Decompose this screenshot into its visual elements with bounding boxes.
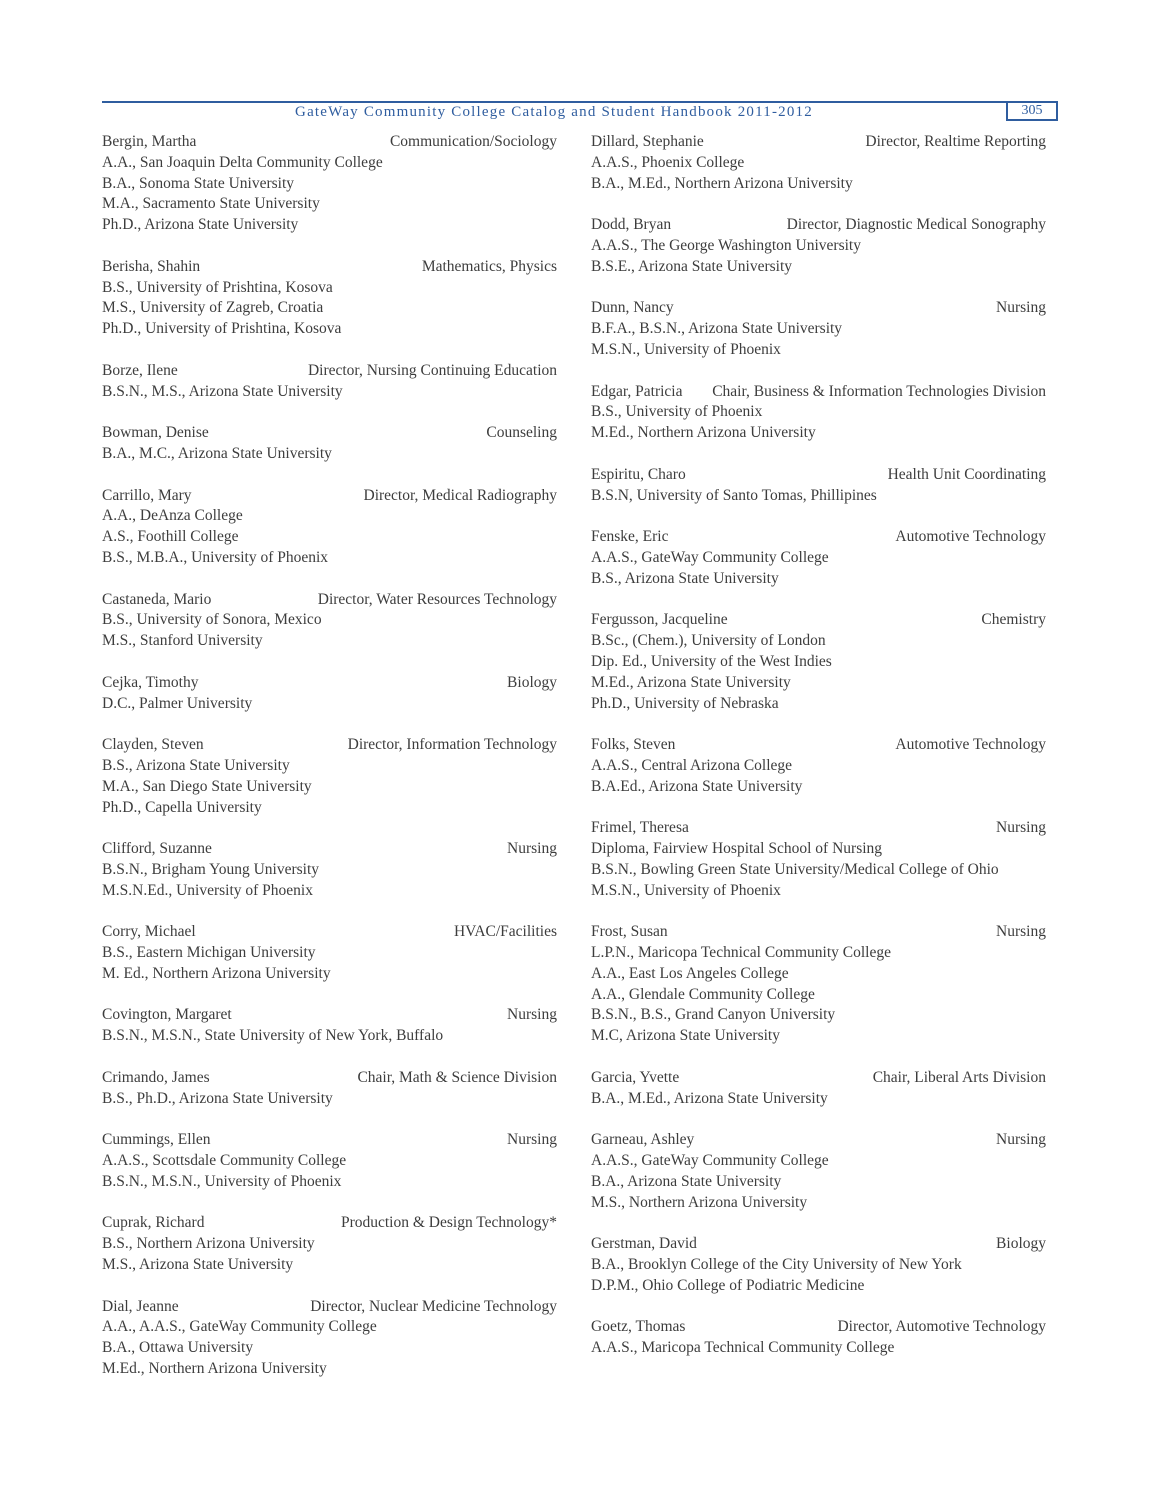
faculty-title: Nursing [996, 299, 1046, 317]
faculty-degree: B.S., University of Phoenix [591, 403, 763, 421]
faculty-entry [591, 610, 1046, 714]
faculty-name: Frimel, Theresa [591, 819, 689, 837]
faculty-degree: B.S.N., M.S., Arizona State University [102, 382, 343, 400]
faculty-name: Dodd, Bryan [591, 216, 672, 234]
faculty-title: Chemistry [981, 611, 1046, 629]
faculty-name: Fergusson, Jacqueline [591, 611, 728, 629]
faculty-name: Cummings, Ellen [102, 1131, 211, 1149]
faculty-degree: B.S., Northern Arizona University [102, 1235, 315, 1253]
faculty-title: Communication/Sociology [389, 133, 557, 150]
faculty-name: Dillard, Stephanie [591, 133, 704, 150]
faculty-name-row [591, 1317, 1046, 1338]
faculty-name-row [102, 257, 557, 278]
faculty-title: Nursing [996, 819, 1046, 837]
faculty-degree: B.F.A., B.S.N., Arizona State University [591, 320, 843, 338]
faculty-degree: A.A.S., Phoenix College [591, 153, 745, 171]
faculty-name: Bowman, Denise [102, 424, 209, 442]
faculty-name-row [591, 298, 1046, 319]
faculty-title: Director, Nursing Continuing Education [307, 361, 557, 379]
faculty-degree: B.S.N., M.S.N., University of Phoenix [102, 1172, 342, 1190]
faculty-title: Automotive Technology [895, 528, 1046, 546]
faculty-title: Mathematics, Physics [421, 257, 557, 275]
faculty-degree: A.A.S., GateWay Community College [591, 1152, 829, 1170]
faculty-name-row [102, 922, 557, 943]
faculty-degree: M.A., Sacramento State University [102, 195, 320, 213]
faculty-name: Cuprak, Richard [102, 1214, 205, 1232]
faculty-degree: M. Ed., Northern Arizona University [102, 964, 331, 982]
faculty-title: Director, Nuclear Medicine Technology [310, 1297, 557, 1315]
faculty-entry [102, 486, 557, 569]
faculty-entry [591, 818, 1046, 901]
faculty-degree: M.A., San Diego State University [102, 777, 312, 795]
faculty-degree: M.S., Stanford University [102, 632, 263, 650]
faculty-title: Nursing [507, 1006, 557, 1024]
faculty-degree: B.S., Arizona State University [102, 756, 290, 774]
faculty-name-row [591, 382, 1046, 403]
faculty-degree: M.S.N., University of Phoenix [591, 340, 781, 358]
faculty-title: Production & Design Technology* [340, 1214, 557, 1232]
faculty-entry [591, 382, 1046, 444]
faculty-name-row [102, 590, 557, 611]
faculty-entry [102, 1130, 557, 1192]
left-column [102, 132, 557, 1401]
faculty-degree: B.S.N, University of Santo Tomas, Phillipines [591, 486, 877, 504]
faculty-degree: A.A., East Los Angeles College [591, 964, 789, 982]
faculty-entry [591, 735, 1046, 797]
faculty-name-row [591, 818, 1046, 839]
faculty-name-row [591, 132, 1046, 153]
faculty-entry [591, 298, 1046, 360]
faculty-degree: B.S., Eastern Michigan University [102, 944, 316, 962]
faculty-name-row [102, 735, 557, 756]
faculty-degree: M.Ed., Arizona State University [591, 673, 791, 691]
faculty-degree: D.C., Palmer University [102, 694, 253, 712]
faculty-name-row [102, 1068, 557, 1089]
faculty-name: Borze, Ilene [102, 361, 178, 379]
faculty-name: Corry, Michael [102, 923, 196, 941]
faculty-entry [102, 673, 557, 715]
faculty-name-row [591, 465, 1046, 486]
faculty-entry [102, 423, 557, 465]
right-column [591, 132, 1046, 1380]
faculty-degree: Ph.D., Capella University [102, 798, 262, 816]
faculty-name-row [591, 215, 1046, 236]
faculty-degree: B.S., M.B.A., University of Phoenix [102, 548, 329, 566]
faculty-name-row [102, 1297, 557, 1318]
faculty-degree: B.A., Sonoma State University [102, 174, 295, 192]
faculty-degree: M.Ed., Northern Arizona University [102, 1360, 327, 1378]
faculty-entry [102, 257, 557, 340]
faculty-entry [102, 1005, 557, 1047]
faculty-degree: A.A.S., The George Washington University [591, 236, 861, 254]
faculty-name: Berisha, Shahin [102, 257, 201, 275]
faculty-entry [102, 1068, 557, 1110]
faculty-degree: A.S., Foothill College [102, 528, 239, 546]
faculty-degree: A.A.S., Scottsdale Community College [102, 1152, 347, 1170]
faculty-degree: B.A., Arizona State University [591, 1172, 782, 1190]
faculty-degree: A.A.S., Central Arizona College [591, 756, 793, 774]
faculty-degree: B.S., Ph.D., Arizona State University [102, 1089, 333, 1107]
faculty-entry [591, 1317, 1046, 1359]
faculty-degree: B.S.N., Bowling Green State University/Medical College of Ohio [591, 860, 999, 878]
faculty-name: Folks, Steven [591, 736, 676, 754]
faculty-entry [102, 839, 557, 901]
faculty-degree: B.A., M.C., Arizona State University [102, 444, 332, 462]
faculty-name: Castaneda, Mario [102, 590, 212, 608]
faculty-title: Director, Diagnostic Medical Sonography [786, 216, 1046, 234]
faculty-title: Chair, Liberal Arts Division [872, 1068, 1046, 1086]
faculty-name-row [591, 735, 1046, 756]
faculty-title: Chair, Math & Science Division [357, 1068, 557, 1086]
faculty-name-row [102, 839, 557, 860]
faculty-title: Nursing [996, 1131, 1046, 1149]
faculty-name-row [102, 1213, 557, 1234]
faculty-name-row [591, 610, 1046, 631]
faculty-degree: M.S., Northern Arizona University [591, 1193, 808, 1211]
faculty-entry [591, 132, 1046, 194]
faculty-entry [102, 922, 557, 984]
faculty-entry [591, 215, 1046, 277]
faculty-title: Director, Information Technology [347, 736, 557, 754]
faculty-degree: B.Sc., (Chem.), University of London [591, 632, 826, 650]
faculty-degree: Ph.D., Arizona State University [102, 216, 299, 234]
faculty-name: Frost, Susan [591, 923, 668, 941]
faculty-degree: B.S.N., B.S., Grand Canyon University [591, 1006, 836, 1024]
faculty-name-row [102, 132, 557, 153]
faculty-name-row [591, 1130, 1046, 1151]
faculty-title: Director, Water Resources Technology [317, 590, 557, 608]
faculty-name-row [591, 922, 1046, 943]
faculty-degree: A.A., San Joaquin Delta Community College [102, 153, 383, 171]
faculty-entry [102, 1297, 557, 1380]
page-number: 305 [1006, 101, 1058, 121]
faculty-title: HVAC/Facilities [453, 923, 557, 941]
faculty-entry [102, 590, 557, 652]
faculty-degree: D.P.M., Ohio College of Podiatric Medicine [591, 1276, 865, 1294]
faculty-degree: B.S., University of Sonora, Mexico [102, 611, 322, 629]
faculty-entry [102, 132, 557, 236]
faculty-name-row [102, 1130, 557, 1151]
faculty-title: Director, Automotive Technology [837, 1318, 1046, 1336]
faculty-degree: M.S.N.Ed., University of Phoenix [102, 881, 313, 899]
faculty-name: Edgar, Patricia [591, 382, 683, 400]
faculty-name: Covington, Margaret [102, 1006, 232, 1024]
faculty-name: Crimando, James [102, 1068, 210, 1086]
faculty-name: Cejka, Timothy [102, 673, 199, 691]
faculty-degree: B.S.E., Arizona State University [591, 257, 793, 275]
faculty-entry [102, 361, 557, 403]
faculty-entry [591, 465, 1046, 507]
faculty-name: Garcia, Yvette [591, 1068, 680, 1086]
faculty-degree: M.S., University of Zagreb, Croatia [102, 299, 324, 317]
faculty-name: Clayden, Steven [102, 736, 204, 754]
faculty-entry [591, 1130, 1046, 1213]
page-header [102, 101, 1056, 121]
faculty-title: Automotive Technology [895, 736, 1046, 754]
faculty-entry [591, 1068, 1046, 1110]
faculty-degree: B.A., Ottawa University [102, 1339, 254, 1357]
faculty-degree: B.A., Brooklyn College of the City University of New York [591, 1256, 962, 1274]
faculty-title: Counseling [486, 424, 557, 442]
faculty-degree: B.A., M.Ed., Arizona State University [591, 1089, 828, 1107]
faculty-degree: B.S., University of Prishtina, Kosova [102, 278, 333, 296]
faculty-name: Goetz, Thomas [591, 1318, 686, 1336]
faculty-degree: A.A., DeAnza College [102, 507, 243, 525]
faculty-name-row [591, 1068, 1046, 1089]
faculty-title: Director, Realtime Reporting [865, 133, 1046, 150]
faculty-entry [591, 1234, 1046, 1296]
faculty-degree: A.A.S., Maricopa Technical Community College [591, 1339, 895, 1357]
faculty-title: Nursing [996, 923, 1046, 941]
faculty-entry [102, 735, 557, 818]
faculty-degree: B.A.Ed., Arizona State University [591, 777, 803, 795]
faculty-degree: B.S.N., Brigham Young University [102, 860, 320, 878]
faculty-degree: M.Ed., Northern Arizona University [591, 424, 816, 442]
faculty-degree: B.S.N., M.S.N., State University of New York, Buffalo [102, 1027, 444, 1045]
faculty-degree: L.P.N., Maricopa Technical Community College [591, 944, 891, 962]
faculty-degree: M.C, Arizona State University [591, 1027, 780, 1045]
faculty-title: Chair, Business & Information Technologies Division [712, 382, 1046, 400]
faculty-degree: B.S., Arizona State University [591, 569, 779, 587]
faculty-name-row [102, 1005, 557, 1026]
faculty-name: Espiritu, Charo [591, 465, 686, 483]
faculty-title: Biology [507, 673, 557, 691]
faculty-name-row [102, 361, 557, 382]
faculty-degree: A.A., Glendale Community College [591, 985, 815, 1003]
faculty-degree: Diploma, Fairview Hospital School of Nursing [591, 840, 883, 858]
faculty-entry [102, 1213, 557, 1275]
faculty-degree: Dip. Ed., University of the West Indies [591, 652, 832, 670]
faculty-name: Carrillo, Mary [102, 486, 192, 504]
faculty-degree: Ph.D., University of Nebraska [591, 694, 779, 712]
faculty-degree: Ph.D., University of Prishtina, Kosova [102, 320, 342, 338]
faculty-name: Gerstman, David [591, 1235, 697, 1253]
faculty-degree: B.A., M.Ed., Northern Arizona University [591, 174, 853, 192]
faculty-title: Biology [996, 1235, 1046, 1253]
faculty-name: Garneau, Ashley [591, 1131, 695, 1149]
faculty-title: Director, Medical Radiography [363, 486, 557, 504]
faculty-name-row [591, 1234, 1046, 1255]
faculty-name: Dunn, Nancy [591, 299, 674, 317]
faculty-degree: M.S., Arizona State University [102, 1256, 294, 1274]
faculty-name: Fenske, Eric [591, 528, 669, 546]
faculty-title: Nursing [507, 1131, 557, 1149]
header-title: GateWay Community College Catalog and Student Handbook 2011-2012 [295, 104, 813, 120]
faculty-entry [591, 922, 1046, 1047]
faculty-name-row [102, 423, 557, 444]
faculty-title: Health Unit Coordinating [887, 465, 1046, 483]
faculty-degree: A.A., A.A.S., GateWay Community College [102, 1318, 377, 1336]
faculty-name: Dial, Jeanne [102, 1297, 179, 1315]
faculty-name: Clifford, Suzanne [102, 840, 212, 858]
faculty-name-row [102, 673, 557, 694]
faculty-name-row [102, 486, 557, 507]
faculty-degree: M.S.N., University of Phoenix [591, 881, 781, 899]
faculty-title: Nursing [507, 840, 557, 858]
faculty-entry [591, 527, 1046, 589]
faculty-name: Bergin, Martha [102, 133, 197, 150]
faculty-name-row [591, 527, 1046, 548]
faculty-degree: A.A.S., GateWay Community College [591, 548, 829, 566]
